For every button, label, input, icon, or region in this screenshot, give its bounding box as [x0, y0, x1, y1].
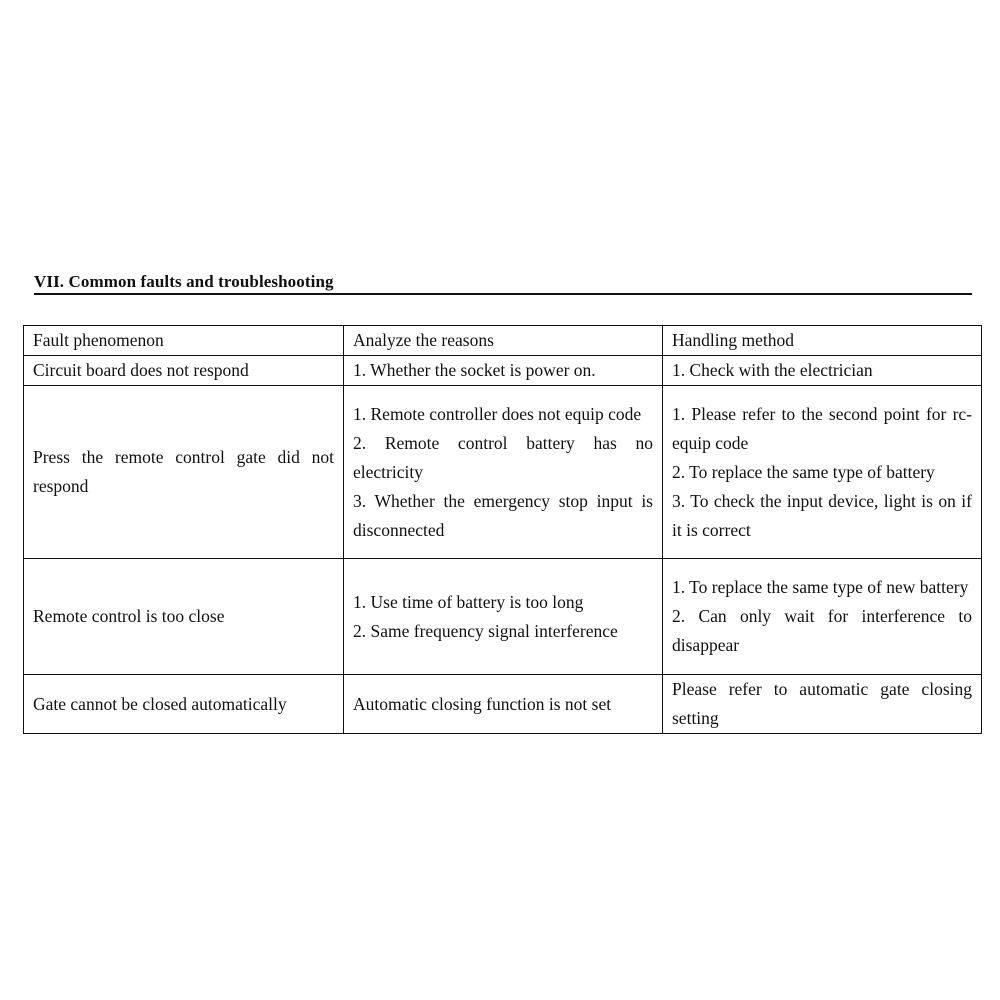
method-item: 2. To replace the same type of battery: [672, 461, 935, 482]
fault-cell: Remote control is too close: [24, 559, 344, 675]
methods-cell: [663, 559, 982, 675]
reason-item: 2. Same frequency signal interference: [353, 620, 618, 641]
reason-item: 1. Remote controller does not equip code: [353, 403, 642, 424]
reason-item: 1. Use time of battery is too long: [353, 591, 584, 612]
fault-cell: Gate cannot be closed automatically: [24, 675, 344, 734]
methods-cell: [663, 675, 982, 734]
section-title: VII. Common faults and troubleshooting: [34, 272, 972, 295]
reason-item: 1. Whether the socket is power on.: [353, 360, 596, 380]
reasons-cell: [344, 356, 663, 386]
table-row: [24, 559, 982, 675]
header-analyze-reasons: Analyze the reasons: [344, 326, 663, 356]
table-row: [24, 386, 982, 559]
fault-cell: Press the remote control gate did not respond: [24, 386, 344, 559]
method-item: 3. To check the input device, light is on if it is correct: [672, 490, 972, 540]
reasons-cell: [344, 386, 663, 559]
reasons-cell: [344, 559, 663, 675]
reason-item: 2. Remote control battery has no electricity: [353, 432, 653, 482]
reason-item: Automatic closing function is not set: [353, 693, 612, 714]
table-row: [24, 356, 982, 386]
header-handling-method: Handling method: [663, 326, 982, 356]
reason-item: 3. Whether the emergency stop input is disconnected: [353, 490, 653, 540]
reasons-cell: [344, 675, 663, 734]
method-item: 1. Check with the electrician: [672, 360, 873, 380]
troubleshooting-table: [23, 325, 982, 734]
table-row: [24, 675, 982, 734]
table-header-row: [24, 326, 982, 356]
methods-cell: [663, 386, 982, 559]
header-fault-phenomenon: Fault phenomenon: [24, 326, 344, 356]
method-item: Please refer to automatic gate closing setting: [672, 679, 972, 728]
fault-cell: Circuit board does not respond: [24, 356, 344, 386]
method-item: 1. To replace the same type of new battery: [672, 577, 969, 597]
method-item: 1. Please refer to the second point for rc- equip code: [672, 403, 972, 453]
methods-cell: [663, 356, 982, 386]
method-item: 2. Can only wait for interference to disappear: [672, 606, 972, 655]
